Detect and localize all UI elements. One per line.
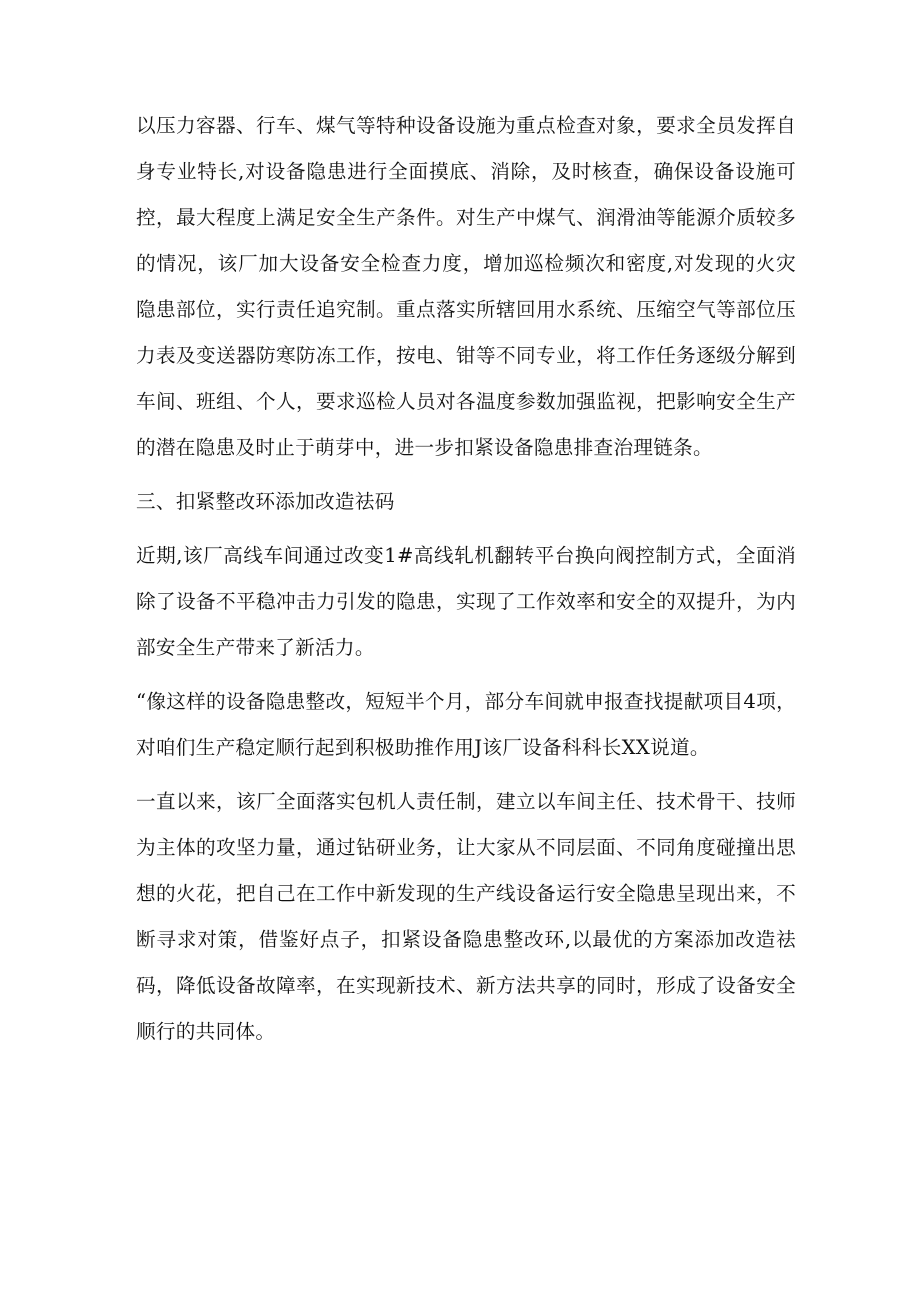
- paragraph-high-speed-line: 近期,该厂高线车间通过改变1#高线轧机翻转平台换向阀控制方式，全面消除了设备不平稳冲击力引发的隐患，实现了工作效率和安全的双提升，为内部安全生产带来了新活力。: [136, 544, 796, 659]
- paragraph-equipment-inspection: 以压力容器、行车、煤气等特种设备设施为重点检查对象，要求全员发挥自身专业特长,对设备隐患进行全面摸底、消除，及时核查，确保设备设施可控，最大程度上满足安全生产条件。对生产中煤气、润滑油等能源介质较多的情况，该厂加大设备安全检查力度，增加巡检频次和密度,对发现的火灾隐患部位，实行责任追究制。重点落实所辖回用水系统、压缩空气等部位压力表及变送器防寒防冻工作，按电、钳等不同专业，将工作任务逐级分解到车间、班组、个人，要求巡检人员对各温度参数加强监视，把影响安全生产的潜在隐患及时止于萌芽中，进一步扣紧设备隐患排查治理链条。: [136, 114, 796, 459]
- section-heading-rectification: 三、扣紧整改环添加改造祛码: [136, 490, 395, 513]
- paragraph-responsibility-system: 一直以来，该厂全面落实包机人责任制，建立以车间主任、技术骨干、技师为主体的攻坚力量，通过钻研业务，让大家从不同层面、不同角度碰撞出思想的火花，把自己在工作中新发现的生产线设备运行安全隐患呈现出来，不断寻求对策，借鉴好点子，扣紧设备隐患整改环,以最优的方案添加改造祛码，降低设备故障率，在实现新技术、新方法共享的同时，形成了设备安全顺行的共同体。: [136, 790, 796, 1043]
- document-body: [136, 103, 796, 1063]
- paragraph-quote: “像这样的设备隐患整改，短短半个月，部分车间就申报查找提献项目4项，对咱们生产稳定顺行起到积极助推作用J该厂设备科科长XX说道。: [136, 690, 796, 759]
